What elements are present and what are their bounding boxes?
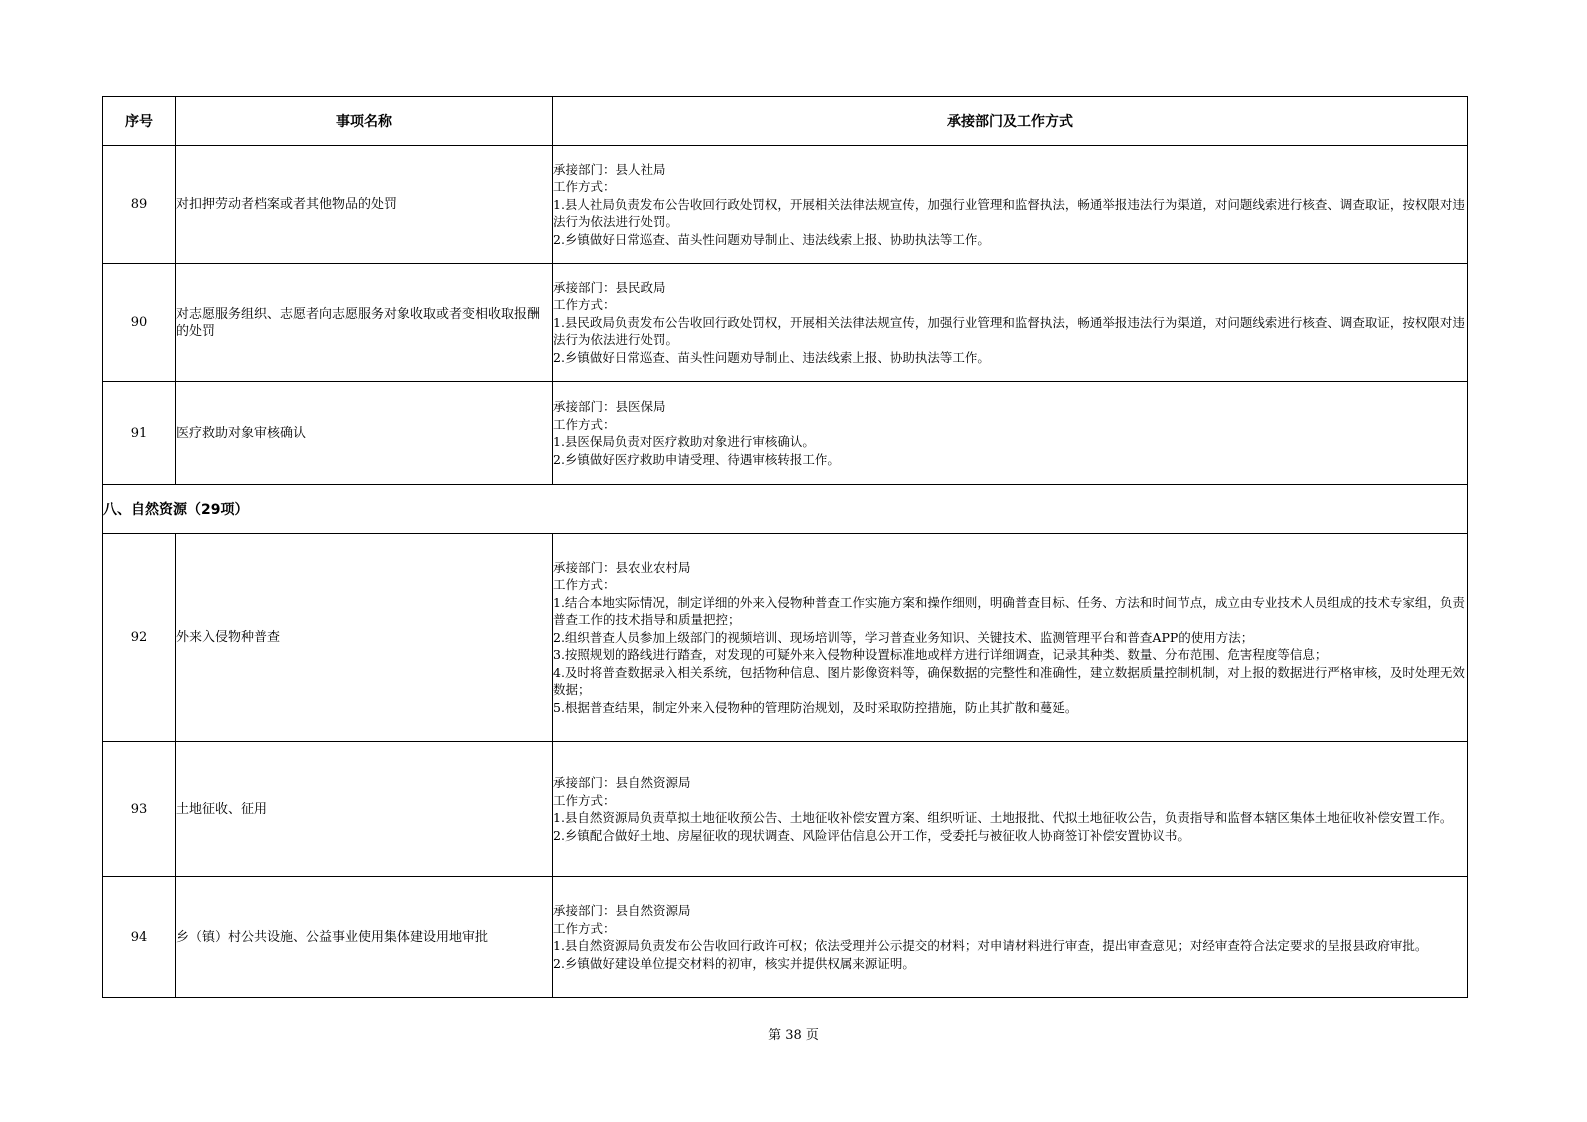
page-number: 第 38 页 bbox=[768, 1028, 819, 1043]
items-table bbox=[102, 96, 1468, 998]
dept-line: 2.乡镇配合做好土地、房屋征收的现状调查、风险评估信息公开工作，受委托与被征收人协商签订补偿安置协议书。 bbox=[553, 827, 1190, 843]
dept-line: 承接部门：县农业农村局 bbox=[553, 559, 691, 575]
dept-line: 2.组织普查人员参加上级部门的视频培训、现场培训等，学习普查业务知识、关键技术、监测管理平台和普查APP的使用方法； bbox=[553, 629, 1254, 645]
dept-line: 2.乡镇做好建设单位提交材料的初审，核实并提供权属来源证明。 bbox=[553, 955, 915, 971]
section-row bbox=[103, 485, 1468, 534]
row-number: 92 bbox=[103, 534, 176, 742]
table-row bbox=[103, 742, 1468, 877]
item-name: 对志愿服务组织、志愿者向志愿服务对象收取或者变相收取报酬的处罚 bbox=[176, 264, 553, 382]
row-number: 91 bbox=[103, 382, 176, 485]
header-name: 事项名称 bbox=[176, 97, 553, 146]
item-name: 对扣押劳动者档案或者其他物品的处罚 bbox=[176, 146, 553, 264]
dept-line: 承接部门：县民政局 bbox=[553, 279, 666, 295]
dept-line: 承接部门：县人社局 bbox=[553, 161, 666, 177]
item-name: 土地征收、征用 bbox=[176, 742, 553, 877]
dept-line: 承接部门：县自然资源局 bbox=[553, 903, 691, 918]
table-row bbox=[103, 877, 1468, 998]
dept-line: 4.及时将普查数据录入相关系统，包括物种信息、图片影像资料等，确保数据的完整性和准确性，建立数据质量控制机制，对上报的数据进行严格审核，及时处理无效数据； bbox=[553, 664, 1465, 698]
header-row bbox=[103, 97, 1468, 146]
table-row bbox=[103, 146, 1468, 264]
table-row bbox=[103, 534, 1468, 742]
item-name: 医疗救助对象审核确认 bbox=[176, 382, 553, 485]
row-number: 89 bbox=[103, 146, 176, 264]
dept-line: 承接部门：县自然资源局 bbox=[553, 775, 691, 790]
item-name: 乡（镇）村公共设施、公益事业使用集体建设用地审批 bbox=[176, 877, 553, 998]
row-number: 90 bbox=[103, 264, 176, 382]
dept-line: 2.乡镇做好医疗救助申请受理、待遇审核转报工作。 bbox=[553, 451, 840, 467]
section-title: 八、自然资源（29项） bbox=[103, 485, 1468, 534]
header-no: 序号 bbox=[103, 97, 176, 146]
dept-cell bbox=[553, 534, 1468, 742]
header-dept: 承接部门及工作方式 bbox=[553, 97, 1468, 146]
dept-cell bbox=[553, 264, 1468, 382]
dept-line: 2.乡镇做好日常巡查、苗头性问题劝导制止、违法线索上报、协助执法等工作。 bbox=[553, 349, 990, 365]
dept-line: 1.结合本地实际情况，制定详细的外来入侵物种普查工作实施方案和操作细则，明确普查目标、任务、方法和时间节点，成立由专业技术人员组成的技术专家组，负责普查工作的技术指导和质量把控； bbox=[553, 594, 1465, 628]
dept-line: 1.县自然资源局负责草拟土地征收预公告、土地征收补偿安置方案、组织听证、土地报批、代拟土地征收公告，负责指导和监督本辖区集体土地征收补偿安置工作。 bbox=[553, 810, 1453, 825]
dept-line: 3.按照规划的路线进行踏查，对发现的可疑外来入侵物种设置标准地或样方进行详细调查，记录其种类、数量、分布范围、危害程度等信息； bbox=[553, 647, 1328, 663]
row-number: 94 bbox=[103, 877, 176, 998]
dept-line: 工作方式： bbox=[553, 297, 616, 313]
dept-cell bbox=[553, 742, 1468, 877]
table-row bbox=[103, 382, 1468, 485]
dept-line: 工作方式： bbox=[553, 577, 616, 593]
dept-line: 2.乡镇做好日常巡查、苗头性问题劝导制止、违法线索上报、协助执法等工作。 bbox=[553, 231, 990, 247]
row-number: 93 bbox=[103, 742, 176, 877]
dept-cell bbox=[553, 146, 1468, 264]
dept-line: 工作方式： bbox=[553, 416, 616, 432]
dept-line: 1.县自然资源局负责发布公告收回行政许可权；依法受理并公示提交的材料；对申请材料进行审查，提出审查意见；对经审查符合法定要求的呈报县政府审批。 bbox=[553, 938, 1428, 953]
dept-cell bbox=[553, 877, 1468, 998]
item-name: 外来入侵物种普查 bbox=[176, 534, 553, 742]
dept-line: 1.县人社局负责发布公告收回行政处罚权，开展相关法律法规宣传，加强行业管理和监督执法，畅通举报违法行为渠道，对问题线索进行核查、调查取证，按权限对违法行为依法进行处罚。 bbox=[553, 196, 1465, 230]
dept-line: 承接部门：县医保局 bbox=[553, 399, 666, 414]
dept-line: 1.县医保局负责对医疗救助对象进行审核确认。 bbox=[553, 434, 815, 449]
dept-line: 工作方式： bbox=[553, 792, 616, 808]
dept-cell bbox=[553, 382, 1468, 485]
dept-line: 工作方式： bbox=[553, 920, 616, 936]
table-row bbox=[103, 264, 1468, 382]
dept-line: 5.根据普查结果，制定外来入侵物种的管理防治规划，及时采取防控措施，防止其扩散和蔓延。 bbox=[553, 699, 1078, 715]
dept-line: 工作方式： bbox=[553, 179, 616, 195]
dept-line: 1.县民政局负责发布公告收回行政处罚权，开展相关法律法规宣传，加强行业管理和监督执法，畅通举报违法行为渠道，对问题线索进行核查、调查取证，按权限对违法行为依法进行处罚。 bbox=[553, 314, 1465, 348]
